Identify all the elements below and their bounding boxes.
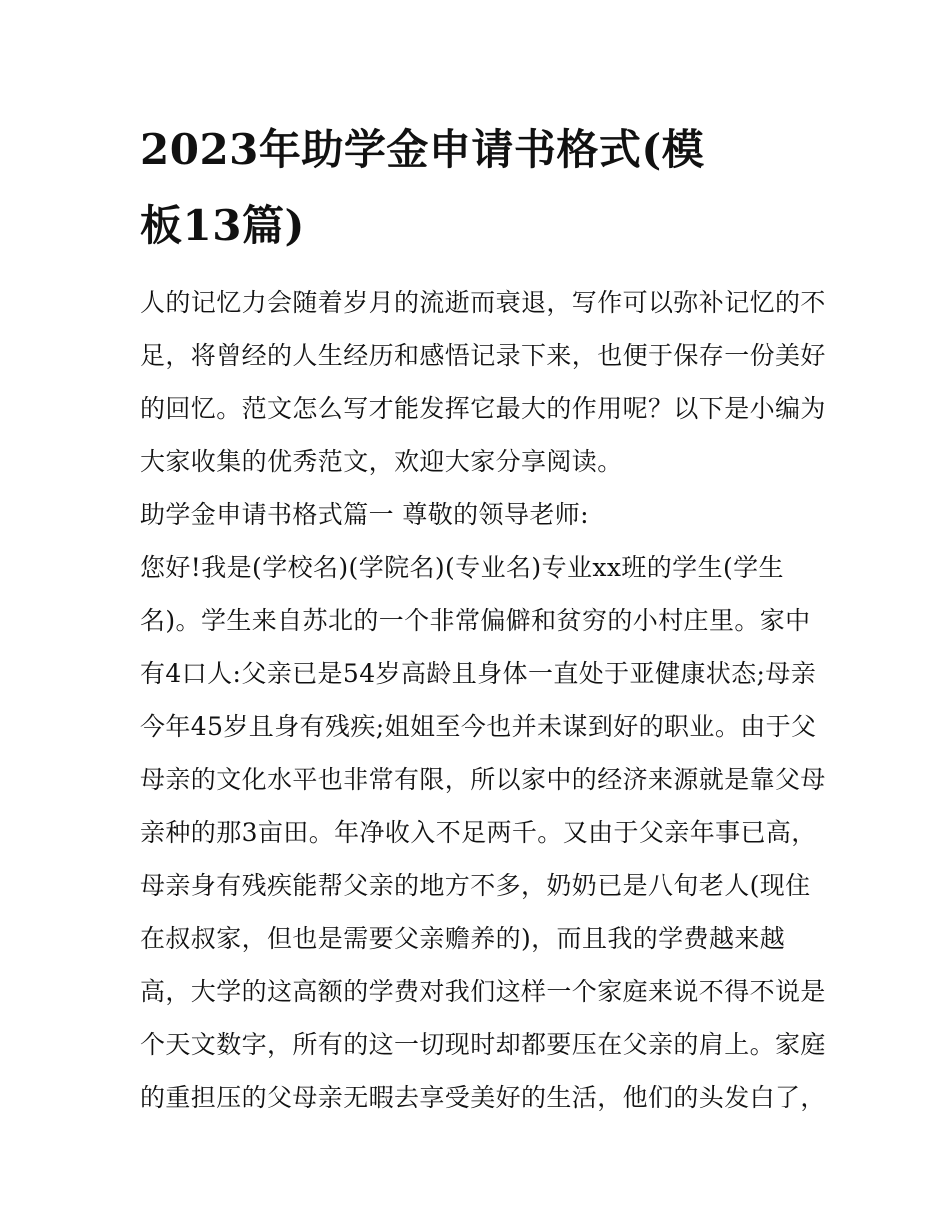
body-line: 在叔叔家，但也是需要父亲赡养的)，而且我的学费越来越 <box>140 924 786 953</box>
body-line: 亲种的那3亩田。年净收入不足两千。又由于父亲年事已高， <box>140 818 817 847</box>
section-heading-line: 助学金申请书格式篇一 尊敬的领导老师: <box>140 500 589 529</box>
body-line: 今年45岁且身有残疾;姐姐至今也并未谋到好的职业。由于父 <box>140 712 817 741</box>
body-line: 高，大学的这高额的学费对我们这样一个家庭来说不得不说是 <box>140 977 826 1006</box>
body-line: 母亲的文化水平也非常有限，所以家中的经济来源就是靠父母 <box>140 765 826 794</box>
body-line: 人的记忆力会随着岁月的流逝而衰退，写作可以弥补记忆的不 <box>140 288 826 317</box>
body-line: 大家收集的优秀范文，欢迎大家分享阅读。 <box>140 447 623 476</box>
body-line: 有4口人:父亲已是54岁高龄且身体一直处于亚健康状态;母亲 <box>140 659 817 688</box>
body-line: 足，将曾经的人生经历和感悟记录下来，也便于保存一份美好 <box>140 341 826 370</box>
document-title <box>140 112 820 264</box>
title-line-1: 2023年助学金申请书格式(模 <box>140 125 705 174</box>
body-line: 的重担压的父母亲无暇去享受美好的生活，他们的头发白了， <box>140 1083 826 1112</box>
title-line-2: 板13篇) <box>140 201 305 250</box>
body-line: 个天文数字，所有的这一切现时却都要压在父亲的肩上。家庭 <box>140 1030 826 1059</box>
body-line: 名)。学生来自苏北的一个非常偏僻和贫穷的小村庄里。家中 <box>140 606 811 635</box>
document-body <box>140 276 830 1124</box>
body-line: 母亲身有残疾能帮父亲的地方不多，奶奶已是八旬老人(现住 <box>140 871 811 900</box>
body-line: 您好!我是(学校名)(学院名)(专业名)专业xx班的学生(学生 <box>140 553 784 582</box>
body-line: 的回忆。范文怎么写才能发挥它最大的作用呢？以下是小编为 <box>140 394 826 423</box>
